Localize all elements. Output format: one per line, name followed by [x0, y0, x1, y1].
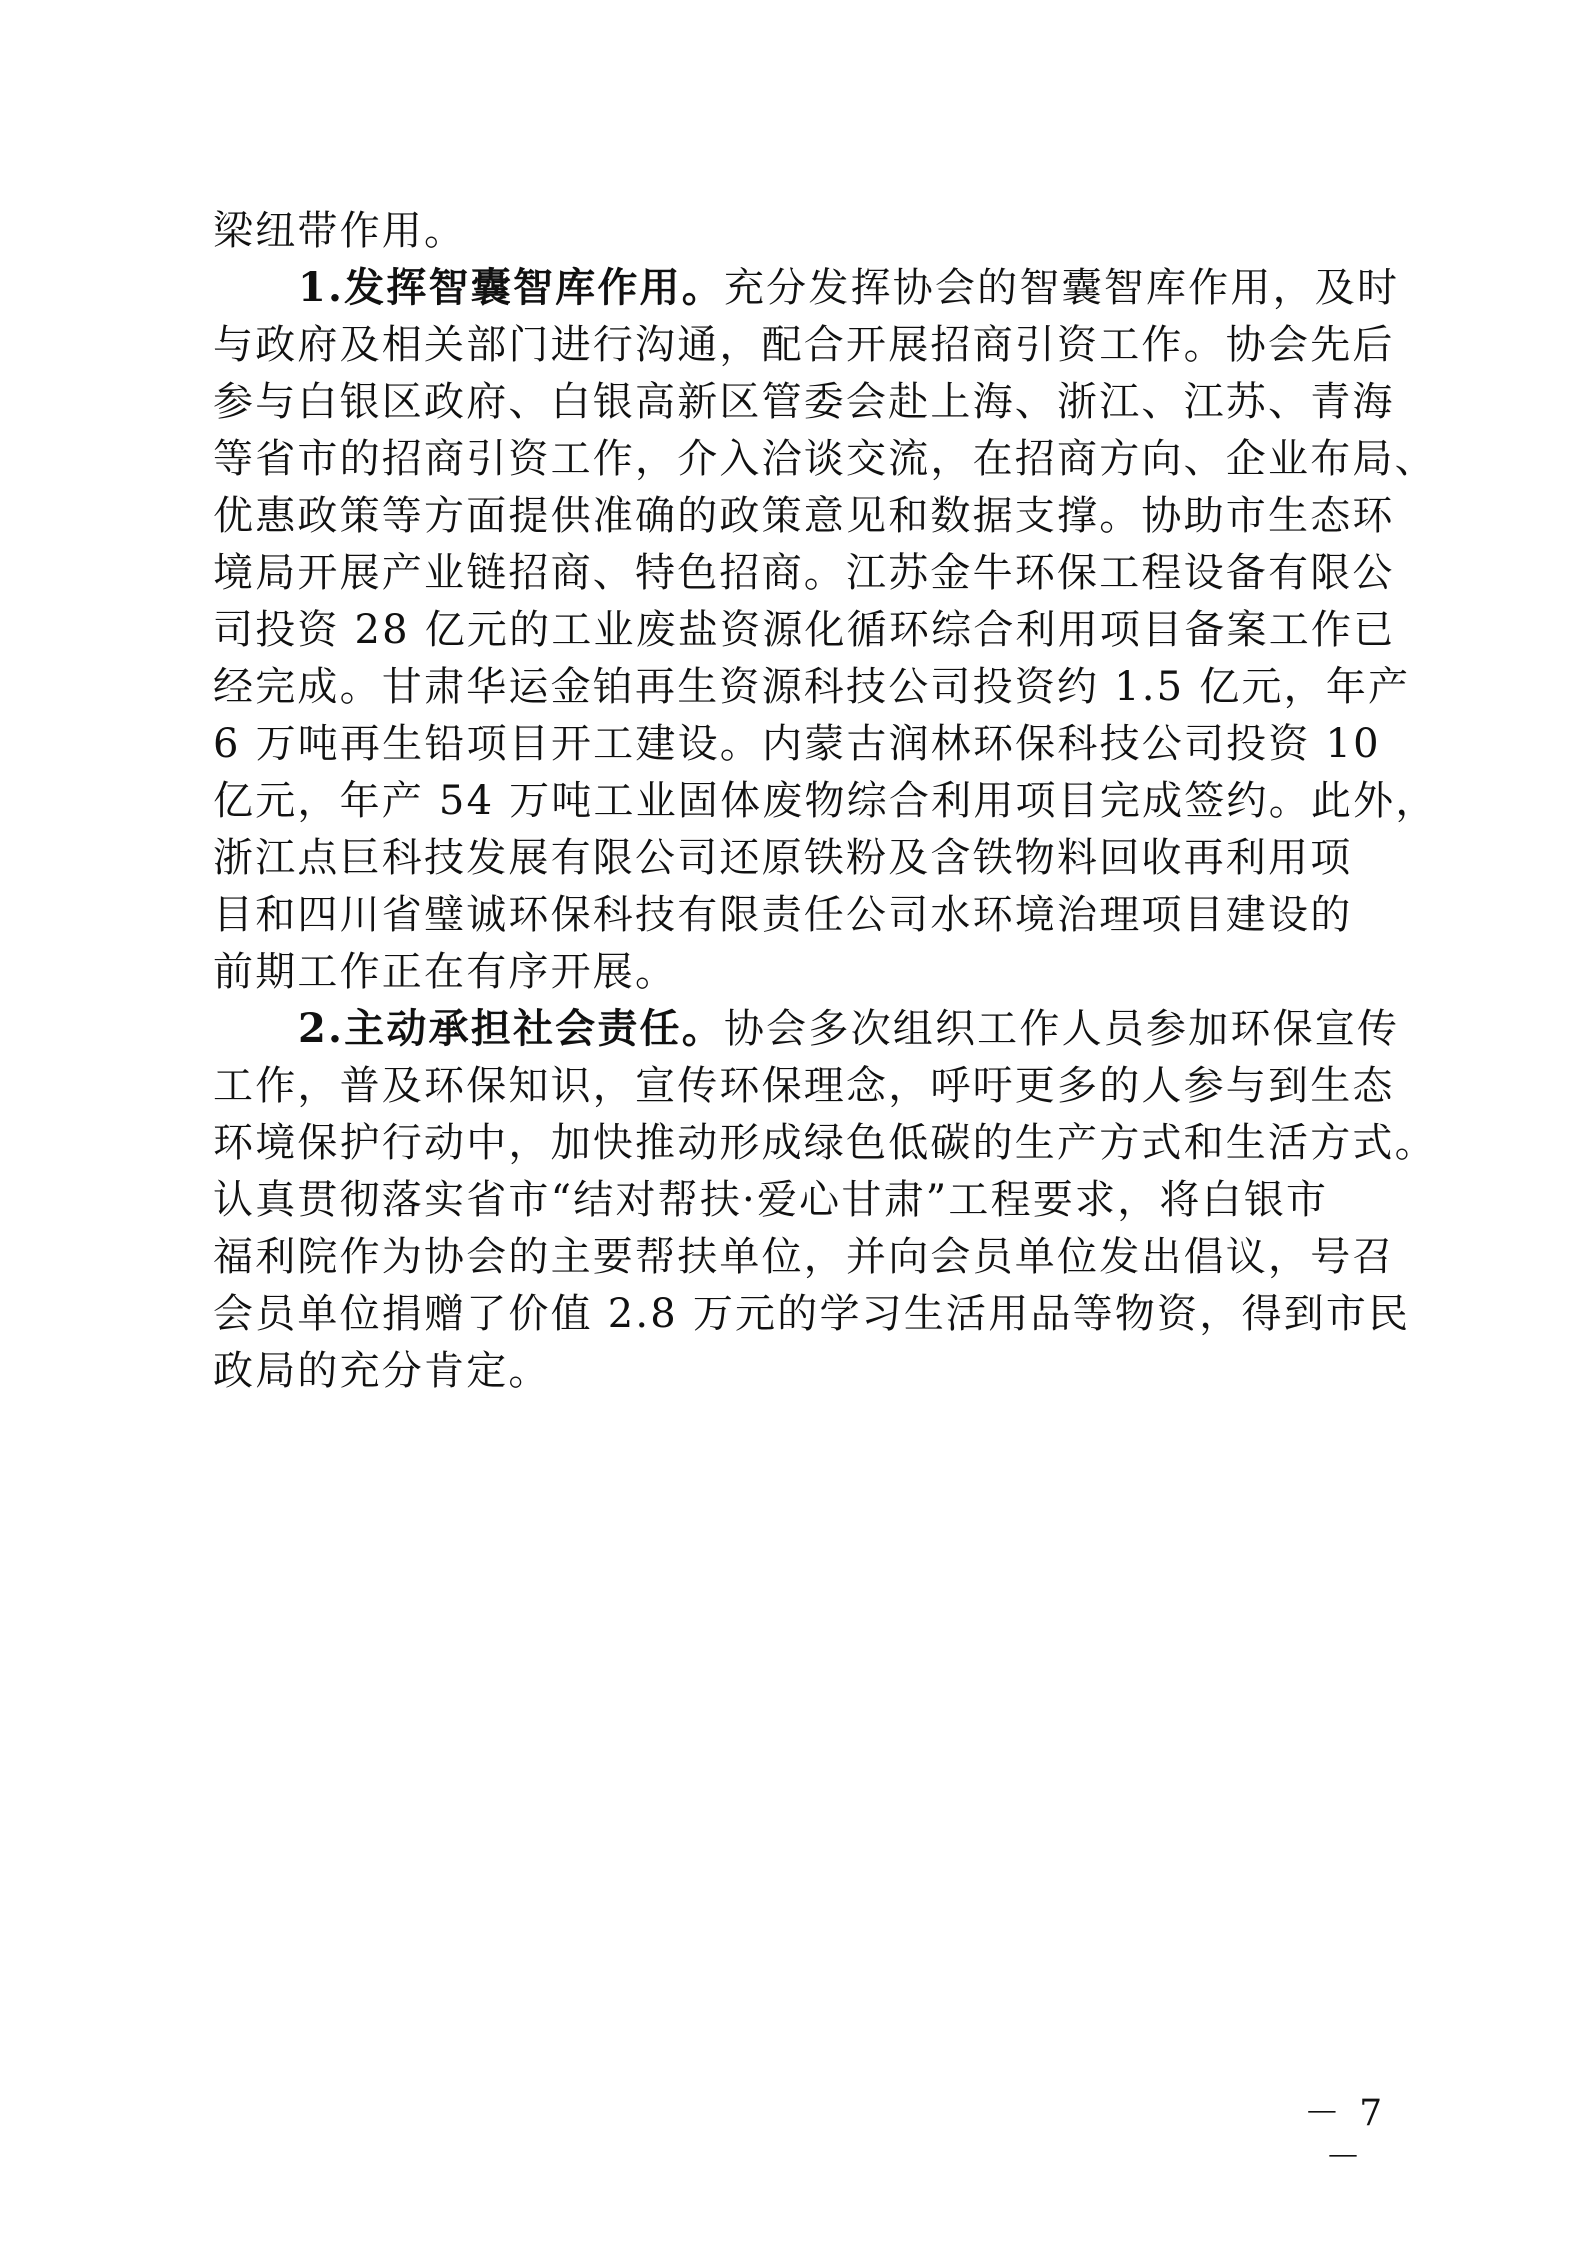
text-line: 与政府及相关部门进行沟通，配合开展招商引资工作。协会先后 [213, 322, 1395, 368]
text-line: 参与白银区政府、白银高新区管委会赴上海、浙江、江苏、青海 [213, 379, 1395, 425]
text-run: 协会多次组织工作人员参加环保宣传 [723, 1006, 1400, 1052]
text-line: 境局开展产业链招商、特色招商。江苏金牛环保工程设备有限公 [213, 550, 1395, 596]
text-line: 政局的充分肯定。 [213, 1348, 551, 1394]
text-line: 福利院作为协会的主要帮扶单位，并向会员单位发出倡议，号召 [213, 1234, 1395, 1280]
text-line: 梁纽带作用。 [213, 208, 467, 254]
text-line: 6 万吨再生铅项目开工建设。内蒙古润林环保科技公司投资 10 [213, 721, 1381, 767]
text-line: 优惠政策等方面提供准确的政策意见和数据支撑。协助市生态环 [213, 493, 1395, 539]
text-line: 亿元，年产 54 万吨工业固体废物综合利用项目完成签约。此外， [213, 778, 1438, 824]
text-line: 浙江点巨科技发展有限公司还原铁粉及含铁物料回收再利用项 [213, 835, 1353, 881]
text-line: 司投资 28 亿元的工业废盐资源化循环综合利用项目备案工作已 [213, 607, 1396, 653]
text-line: 环境保护行动中，加快推动形成绿色低碳的生产方式和生活方式。 [213, 1120, 1437, 1166]
paragraph-2-first-line [298, 1003, 1400, 1059]
paragraph-1-first-line [298, 262, 1400, 318]
text-line: 认真贯彻落实省市“结对帮扶·爱心甘肃”工程要求，将白银市 [213, 1177, 1329, 1223]
heading-2: 2.主动承担社会责任。 [298, 1005, 724, 1052]
text-run: 充分发挥协会的智囊智库作用，及时 [723, 265, 1400, 311]
text-line: 前期工作正在有序开展。 [213, 949, 678, 995]
text-line: 目和四川省璧诚环保科技有限责任公司水环境治理项目建设的 [213, 892, 1353, 938]
text-line: 工作，普及环保知识，宣传环保理念，呼吁更多的人参与到生态 [213, 1063, 1395, 1109]
page-number: － 7 － [1303, 2093, 1387, 2178]
text-line: 经完成。甘肃华运金铂再生资源科技公司投资约 1.5 亿元，年产 [213, 664, 1411, 710]
text-line: 会员单位捐赠了价值 2.8 万元的学习生活用品等物资，得到市民 [213, 1291, 1411, 1337]
text-line: 等省市的招商引资工作，介入洽谈交流，在招商方向、企业布局、 [213, 436, 1437, 482]
heading-1: 1.发挥智囊智库作用。 [298, 264, 724, 311]
